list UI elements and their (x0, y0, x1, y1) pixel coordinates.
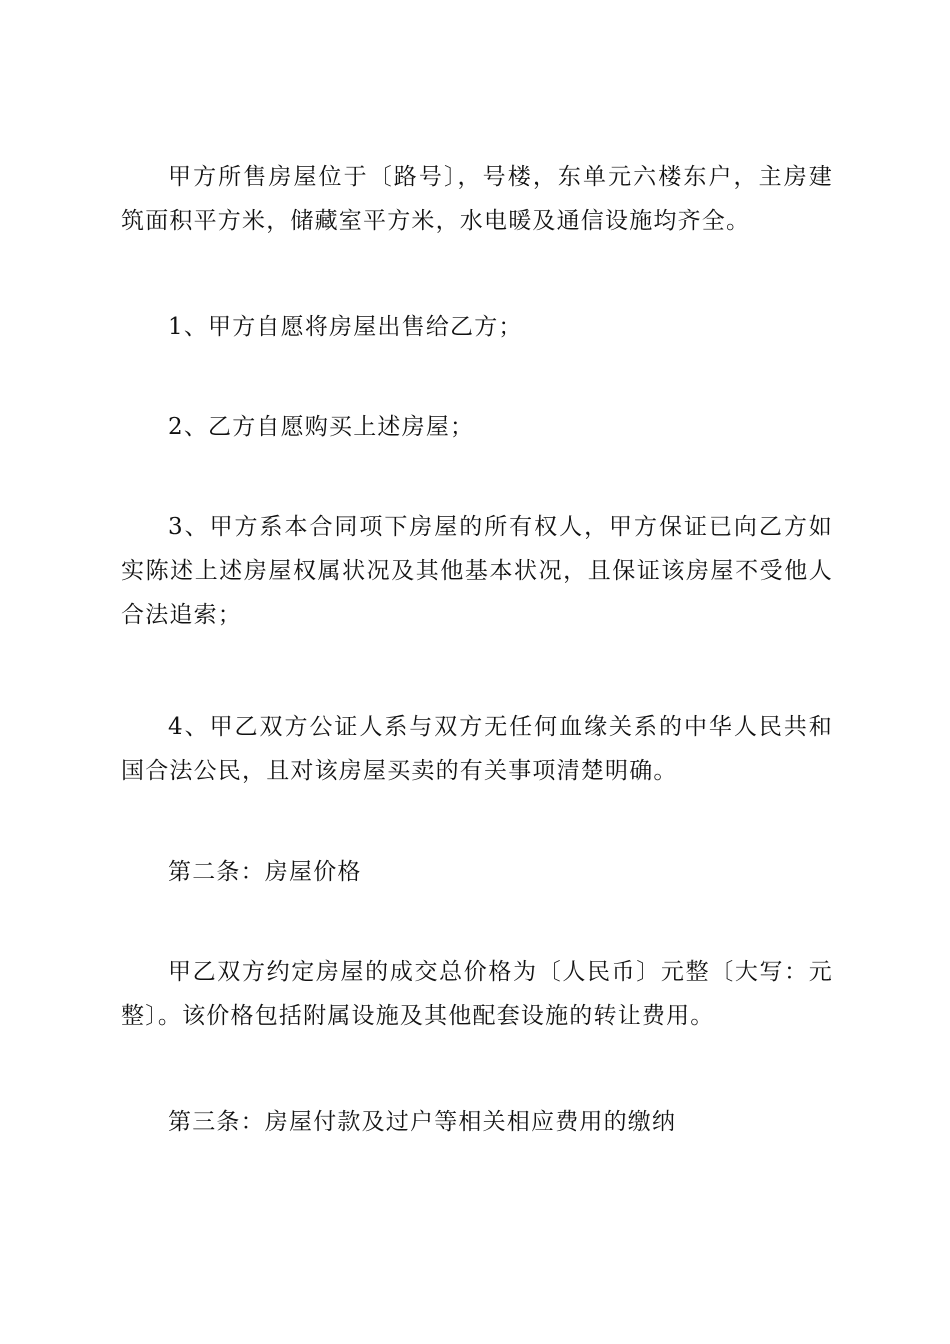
section-heading-article-3: 第三条：房屋付款及过户等相关相应费用的缴纳 (168, 1109, 677, 1135)
paragraph-clause-3: 3、甲方系本合同项下房屋的所有权人，甲方保证已向乙方如实陈述上述房屋权属状况及其他基本状况，且保证该房屋不受他人合法追索； (121, 514, 833, 628)
paragraph-clause-2: 2、乙方自愿购买上述房屋； (168, 414, 475, 440)
section-heading-article-2: 第二条：房屋价格 (168, 859, 362, 885)
paragraph-clause-1: 1、甲方自愿将房屋出售给乙方； (168, 314, 523, 340)
paragraph-property-location: 甲方所售房屋位于〔路号〕，号楼，东单元六楼东户，主房建筑面积平方米，储藏室平方米，水电暖及通信设施均齐全。 (121, 164, 833, 234)
paragraph-price: 甲乙双方约定房屋的成交总价格为〔人民币〕元整〔大写：元整〕。该价格包括附属设施及其他配套设施的转让费用。 (121, 959, 833, 1029)
paragraph-clause-4: 4、甲乙双方公证人系与双方无任何血缘关系的中华人民共和国合法公民，且对该房屋买卖的有关事项清楚明确。 (121, 714, 833, 784)
